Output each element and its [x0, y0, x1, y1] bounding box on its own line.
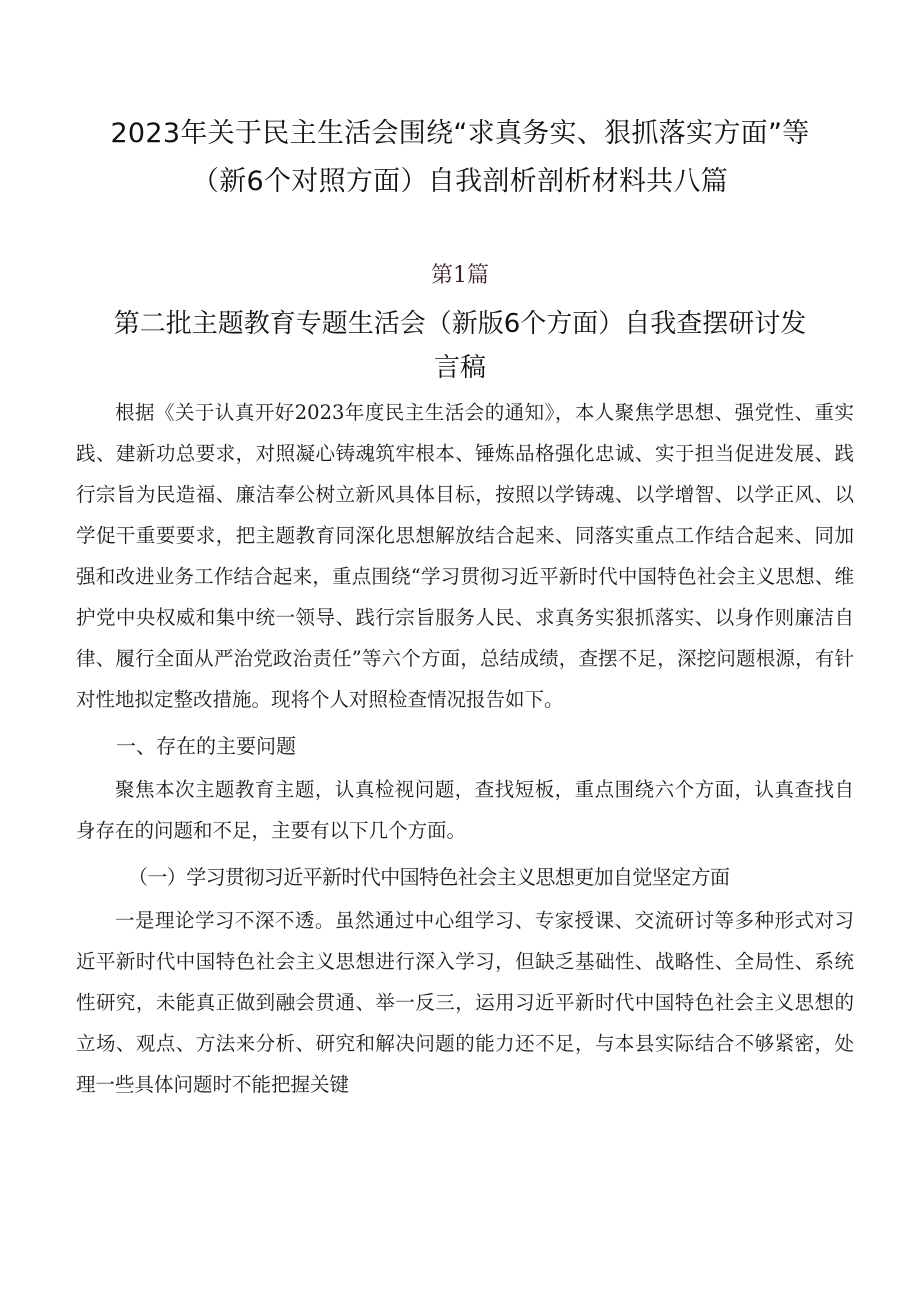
subheading-theory-study: （一）学习贯彻习近平新时代中国特色社会主义思想更加自觉坚定方面 — [128, 865, 730, 889]
document-title: 2023年关于民主生活会围绕“求真务实、狠抓落实方面”等（新6个对照方面）自我剖析剖析材料共八篇 — [110, 118, 810, 197]
document-body — [76, 392, 854, 1105]
section-title: 第二批主题教育专题生活会（新版6个方面）自我查摆研讨发言稿 — [113, 309, 807, 383]
theory-study-paragraph: 一是理论学习不深不透。虽然通过中心组学习、专家授课、交流研讨等多种形式对习近平新时代中国特色社会主义思想进行深入学习，但缺乏基础性、战略性、全局性、系统性研究，未能真正做到融会贯通、举一反三，运用习近平新时代中国特色社会主义思想的立场、观点、方法来分析、研究和解决问题的能力还不足，与本县实际结合不够紧密，处理一些具体问题时不能把握关键 — [76, 909, 854, 1096]
intro-paragraph: 根据《关于认真开好2023年度民主生活会的通知》，本人聚焦学思想、强党性、重实践、建新功总要求，对照凝心铸魂筑牢根本、锤炼品格强化忠诚、实于担当促进发展、践行宗旨为民造福、廉洁奉公树立新风具体目标，按照以学铸魂、以学增智、以学正风、以学促干重要要求，把主题教育同深化思想解放结合起来、同落实重点工作结合起来、同加强和改进业务工作结合起来，重点围绕“学习贯彻习近平新时代中国特色社会主义思想、维护党中央权威和集中统一领导、践行宗旨服务人民、求真务实狠抓落实、以身作则廉洁自律、履行全面从严治党政治责任”等六个方面，总结成绩，查摆不足，深挖问题根源，有针对性地拟定整改措施。现将个人对照检查情况报告如下。 — [76, 401, 854, 711]
problems-overview-paragraph: 聚焦本次主题教育主题，认真检视问题，查找短板，重点围绕六个方面，认真查找自身存在的问题和不足，主要有以下几个方面。 — [76, 778, 854, 842]
chapter-label: 第1篇 — [431, 263, 489, 288]
heading-main-problems: 一、存在的主要问题 — [116, 734, 296, 758]
